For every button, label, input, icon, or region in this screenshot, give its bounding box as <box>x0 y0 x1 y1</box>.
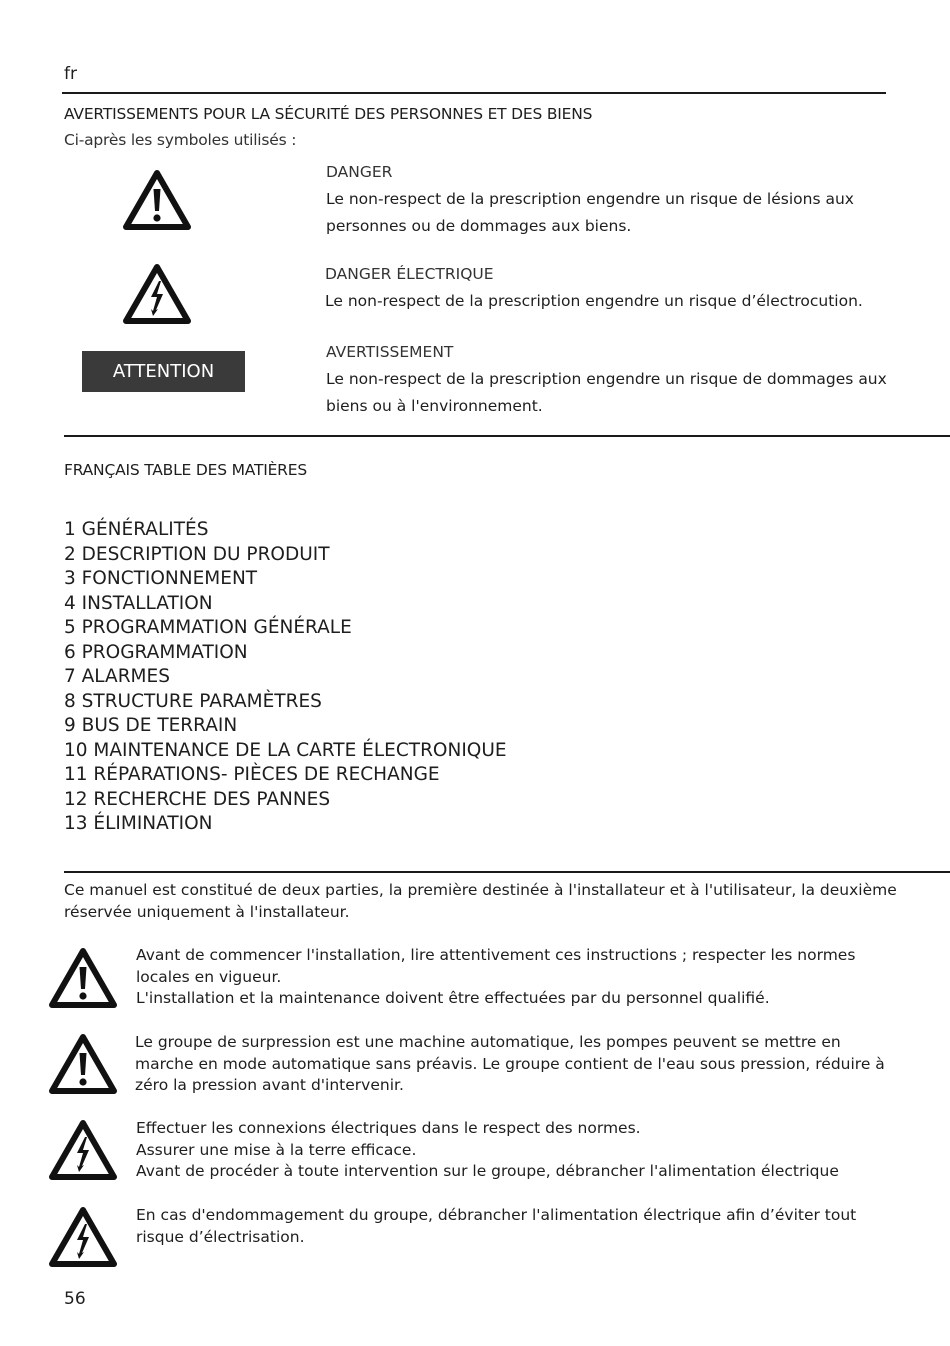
danger-icon <box>48 947 118 1009</box>
toc-item[interactable]: 6 PROGRAMMATION <box>64 641 248 663</box>
header-rule <box>62 92 886 94</box>
table-of-contents <box>64 518 507 837</box>
toc-item[interactable]: 10 MAINTENANCE DE LA CARTE ÉLECTRONIQUE <box>64 739 507 761</box>
attention-badge: ATTENTION <box>82 351 245 392</box>
electric-danger-icon <box>48 1206 118 1268</box>
danger-title: DANGER <box>326 163 393 181</box>
danger-text <box>326 186 854 240</box>
warning-line: zéro la pression avant d'intervenir. <box>135 1076 404 1094</box>
warning-line: Le groupe de surpression est une machine automatique, les pompes peuvent se mettre en <box>135 1033 841 1051</box>
safety-intro: Ci-après les symboles utilisés : <box>64 131 297 149</box>
warning-title: AVERTISSEMENT <box>326 343 454 361</box>
toc-item[interactable]: 13 ÉLIMINATION <box>64 813 213 834</box>
warning-line: L'installation et la maintenance doivent être effectuées par du personnel qualifié. <box>136 989 770 1007</box>
toc-item[interactable]: 8 STRUCTURE PARAMÈTRES <box>64 690 322 712</box>
toc-item[interactable]: 11 RÉPARATIONS- PIÈCES DE RECHANGE <box>64 764 440 785</box>
warning-line: Avant de procéder à toute intervention sur le groupe, débrancher l'alimentation électrique <box>136 1162 839 1180</box>
toc-item[interactable]: 4 INSTALLATION <box>64 592 213 614</box>
warning-block <box>136 1205 856 1248</box>
warning-line: marche en mode automatique sans préavis. Le groupe contient de l'eau sous pression, réduire à <box>135 1054 885 1073</box>
section-rule <box>64 871 950 873</box>
safety-title: AVERTISSEMENTS POUR LA SÉCURITÉ DES PERSONNES ET DES BIENS <box>64 105 593 123</box>
warning-text-line: Le non-respect de la prescription engendre un risque de dommages aux <box>326 370 887 388</box>
section-rule <box>64 435 950 437</box>
toc-item[interactable]: 5 PROGRAMMATION GÉNÉRALE <box>64 617 352 638</box>
danger-icon <box>122 169 192 231</box>
warning-line: En cas d'endommagement du groupe, débrancher l'alimentation électrique afin d’éviter tout <box>136 1206 857 1224</box>
warning-line: locales en vigueur. <box>136 967 282 986</box>
warning-line: risque d’électrisation. <box>136 1227 305 1246</box>
electric-danger-icon <box>122 263 192 325</box>
danger-text-line: personnes ou de dommages aux biens. <box>326 217 632 235</box>
toc-item[interactable]: 2 DESCRIPTION DU PRODUIT <box>64 543 330 565</box>
warning-block <box>136 1118 839 1183</box>
electric-danger-text: Le non-respect de la prescription engendre un risque d’électrocution. <box>325 292 863 310</box>
electric-danger-icon <box>48 1119 118 1181</box>
page-number: 56 <box>64 1289 86 1309</box>
warning-block <box>135 1032 885 1097</box>
warning-line: Assurer une mise à la terre efficace. <box>136 1140 417 1159</box>
danger-text-line: Le non-respect de la prescription engendre un risque de lésions aux <box>326 190 854 208</box>
warning-text-line: biens ou à l'environnement. <box>326 397 543 415</box>
toc-item[interactable]: 3 FONCTIONNEMENT <box>64 568 258 589</box>
toc-item[interactable]: 12 RECHERCHE DES PANNES <box>64 788 331 810</box>
toc-item[interactable]: 7 ALARMES <box>64 666 170 687</box>
warning-block <box>136 945 855 1010</box>
electric-danger-title: DANGER ÉLECTRIQUE <box>325 265 494 283</box>
language-code: fr <box>64 64 77 84</box>
warning-text <box>326 366 887 420</box>
toc-item[interactable]: 9 BUS DE TERRAIN <box>64 715 238 736</box>
warning-line: Avant de commencer l'installation, lire attentivement ces instructions ; respecter les normes <box>136 946 856 964</box>
danger-icon <box>48 1033 118 1095</box>
manual-line: réservée uniquement à l'installateur. <box>64 902 350 921</box>
manual-description <box>64 880 897 923</box>
manual-line: Ce manuel est constitué de deux parties, la première destinée à l'installateur et à l'utilisateur, la deuxième <box>64 881 897 899</box>
toc-item[interactable]: 1 GÉNÉRALITÉS <box>64 519 209 540</box>
warning-line: Effectuer les connexions électriques dans le respect des normes. <box>136 1119 641 1137</box>
toc-title: FRANÇAIS TABLE DES MATIÈRES <box>64 461 307 479</box>
